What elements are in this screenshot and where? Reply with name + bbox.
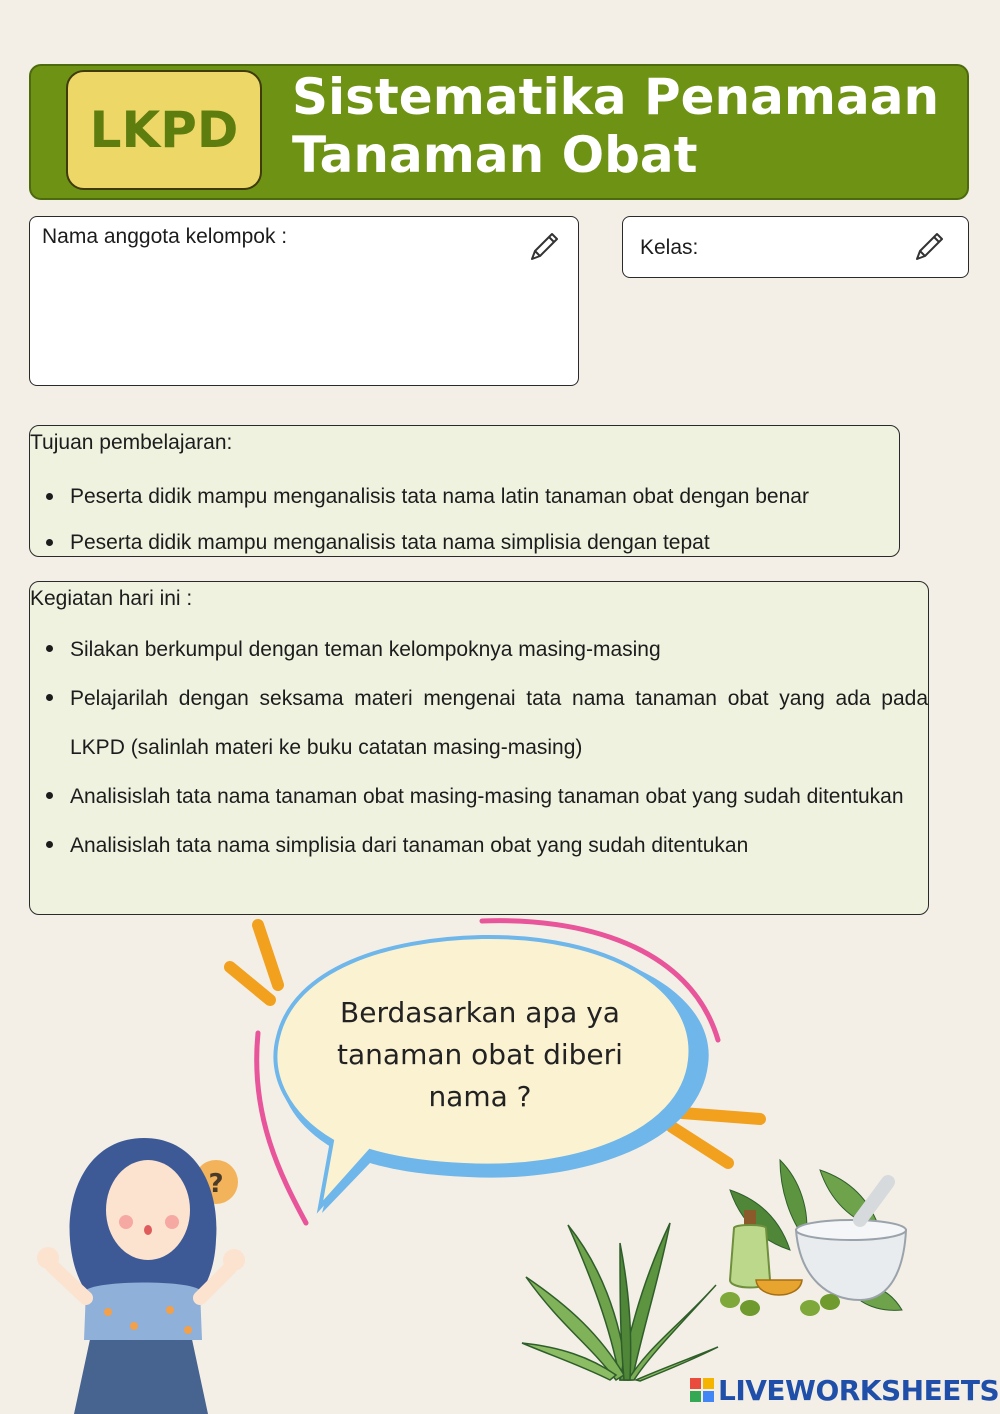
list-item: Analisislah tata nama simplisia dari tanaman obat yang sudah ditentukan	[30, 821, 928, 870]
herbal-medicine-illustration	[710, 1150, 910, 1330]
pencil-icon[interactable]	[911, 229, 947, 265]
class-label: Kelas:	[640, 236, 699, 259]
list-item: Silakan berkumpul dengan teman kelompoknya masing-masing	[30, 625, 928, 674]
liveworksheets-logo-icon	[690, 1378, 714, 1402]
learning-goals-heading: Tujuan pembelajaran:	[30, 431, 233, 454]
learning-goals-list	[30, 474, 900, 566]
bubble-line-1: Berdasarkan apa ya	[340, 996, 620, 1029]
aloe-vera-illustration	[520, 1215, 720, 1385]
speech-bubble-text	[300, 992, 660, 1118]
bubble-line-3: nama ?	[428, 1080, 532, 1113]
title-line-2: Tanaman Obat	[292, 126, 698, 184]
list-item: Peserta didik mampu menganalisis tata nama latin tanaman obat dengan benar	[30, 474, 900, 520]
activities-list	[30, 625, 928, 870]
title-line-1: Sistematika Penamaan	[292, 68, 940, 126]
question-mark-icon: ?	[208, 1169, 224, 1199]
activities-heading: Kegiatan hari ini :	[30, 587, 193, 610]
confused-girl-illustration	[30, 1130, 260, 1414]
liveworksheets-watermark	[690, 1374, 999, 1406]
list-item: Analisislah tata nama tanaman obat masing-masing tanaman obat yang sudah ditentukan	[30, 772, 928, 821]
bubble-line-2: tanaman obat diberi	[337, 1038, 623, 1071]
lkpd-badge: LKPD	[66, 70, 262, 190]
page-title	[292, 68, 952, 184]
group-members-label: Nama anggota kelompok :	[42, 225, 288, 248]
list-item: Peserta didik mampu menganalisis tata nama simplisia dengan tepat	[30, 520, 900, 566]
watermark-text: LIVEWORKSHEETS	[718, 1373, 1000, 1407]
pencil-icon[interactable]	[526, 229, 562, 265]
list-item: Pelajarilah dengan seksama materi mengenai tata nama tanaman obat yang ada pada LKPD (salinlah materi ke buku catatan masing-masing)	[30, 674, 928, 772]
